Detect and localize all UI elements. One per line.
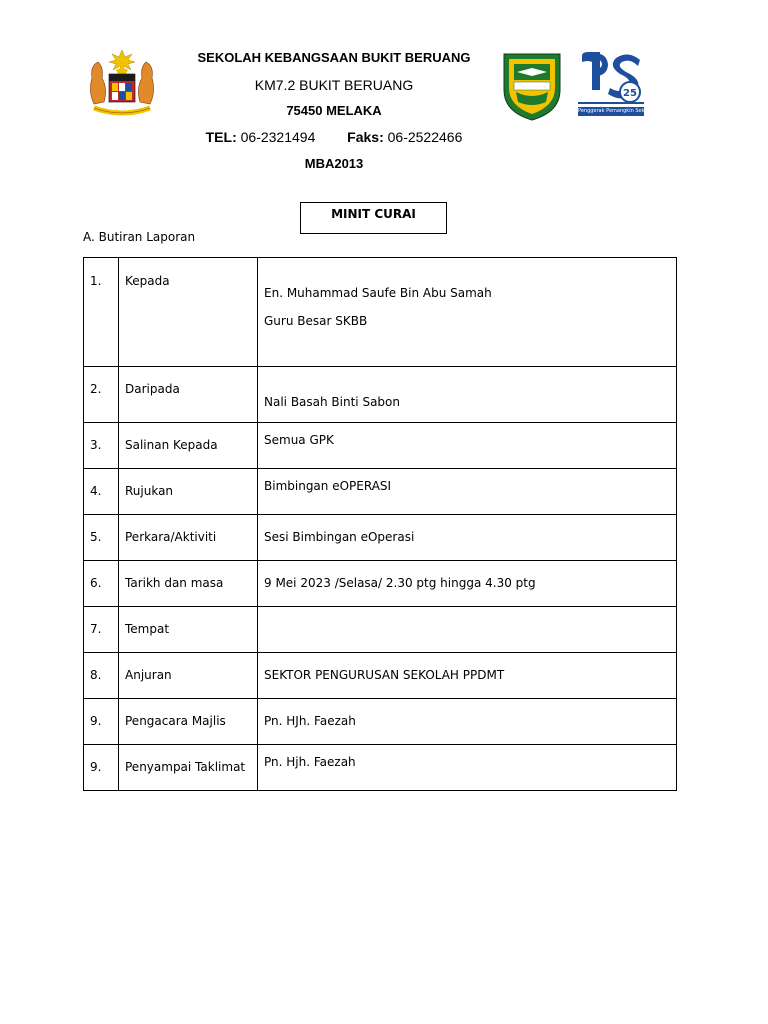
row-value: Bimbingan eOPERASI xyxy=(264,479,392,493)
table-row xyxy=(84,653,677,699)
postcode-city: 75450 MELAKA xyxy=(286,103,382,118)
row-number: 2. xyxy=(90,382,102,396)
row-label: Tempat xyxy=(125,622,170,636)
table-row xyxy=(84,367,677,423)
row-number: 4. xyxy=(90,484,102,498)
row-number: 9. xyxy=(90,714,102,728)
row-value: Semua GPK xyxy=(264,433,334,447)
row-value-secondary: Guru Besar SKBB xyxy=(264,314,368,328)
row-label: Tarikh dan masa xyxy=(125,576,224,590)
row-label: Pengacara Majlis xyxy=(125,714,226,728)
ps25-logo xyxy=(576,50,655,118)
row-label: Perkara/Aktiviti xyxy=(125,530,217,544)
row-value: 9 Mei 2023 /Selasa/ 2.30 ptg hingga 4.30 ptg xyxy=(264,576,536,590)
table-row xyxy=(84,423,677,469)
row-label: Daripada xyxy=(125,382,180,396)
school-name: SEKOLAH KEBANGSAAN BUKIT BERUANG xyxy=(197,50,471,65)
table-row xyxy=(84,258,677,367)
row-number: 7. xyxy=(90,622,102,636)
section-label: A. Butiran Laporan xyxy=(83,230,196,244)
school-crest-logo xyxy=(500,50,564,122)
table-row xyxy=(84,515,677,561)
row-value: Sesi Bimbingan eOperasi xyxy=(264,530,415,544)
row-number: 5. xyxy=(90,530,102,544)
row-label: Anjuran xyxy=(125,668,172,682)
ps25-caption: Penggerak Pemangkin Sekolah xyxy=(578,108,655,114)
row-value: Nali Basah Binti Sabon xyxy=(264,395,400,409)
contact-line xyxy=(0,129,668,145)
fax-label: Faks: xyxy=(347,129,384,145)
school-code: MBA2013 xyxy=(304,156,364,171)
row-number: 9. xyxy=(90,760,102,774)
school-address: KM7.2 BUKIT BERUANG xyxy=(254,77,414,93)
tel-label: TEL: xyxy=(205,129,237,145)
row-label: Salinan Kepada xyxy=(125,438,218,452)
row-value: SEKTOR PENGURUSAN SEKOLAH PPDMT xyxy=(264,668,505,682)
row-value: Pn. Hjh. Faezah xyxy=(264,755,356,769)
row-number: 3. xyxy=(90,438,102,452)
svg-text:25: 25 xyxy=(623,88,637,99)
table-row xyxy=(84,469,677,515)
row-number: 6. xyxy=(90,576,102,590)
table-row xyxy=(84,607,677,653)
table-row xyxy=(84,561,677,607)
tel-value: 06-2321494 xyxy=(240,129,316,145)
row-value: En. Muhammad Saufe Bin Abu Samah xyxy=(264,286,492,300)
fax-value: 06-2522466 xyxy=(387,129,463,145)
row-number: 8. xyxy=(90,668,102,682)
row-number: 1. xyxy=(90,274,102,288)
table-row xyxy=(84,699,677,745)
row-label: Penyampai Taklimat xyxy=(125,760,246,774)
row-value: Pn. HJh. Faezah xyxy=(264,714,356,728)
row-label: Kepada xyxy=(125,274,170,288)
report-details-table xyxy=(83,257,677,791)
table-row xyxy=(84,745,677,791)
document-title: MINIT CURAI xyxy=(300,202,447,234)
row-label: Rujukan xyxy=(125,484,174,498)
